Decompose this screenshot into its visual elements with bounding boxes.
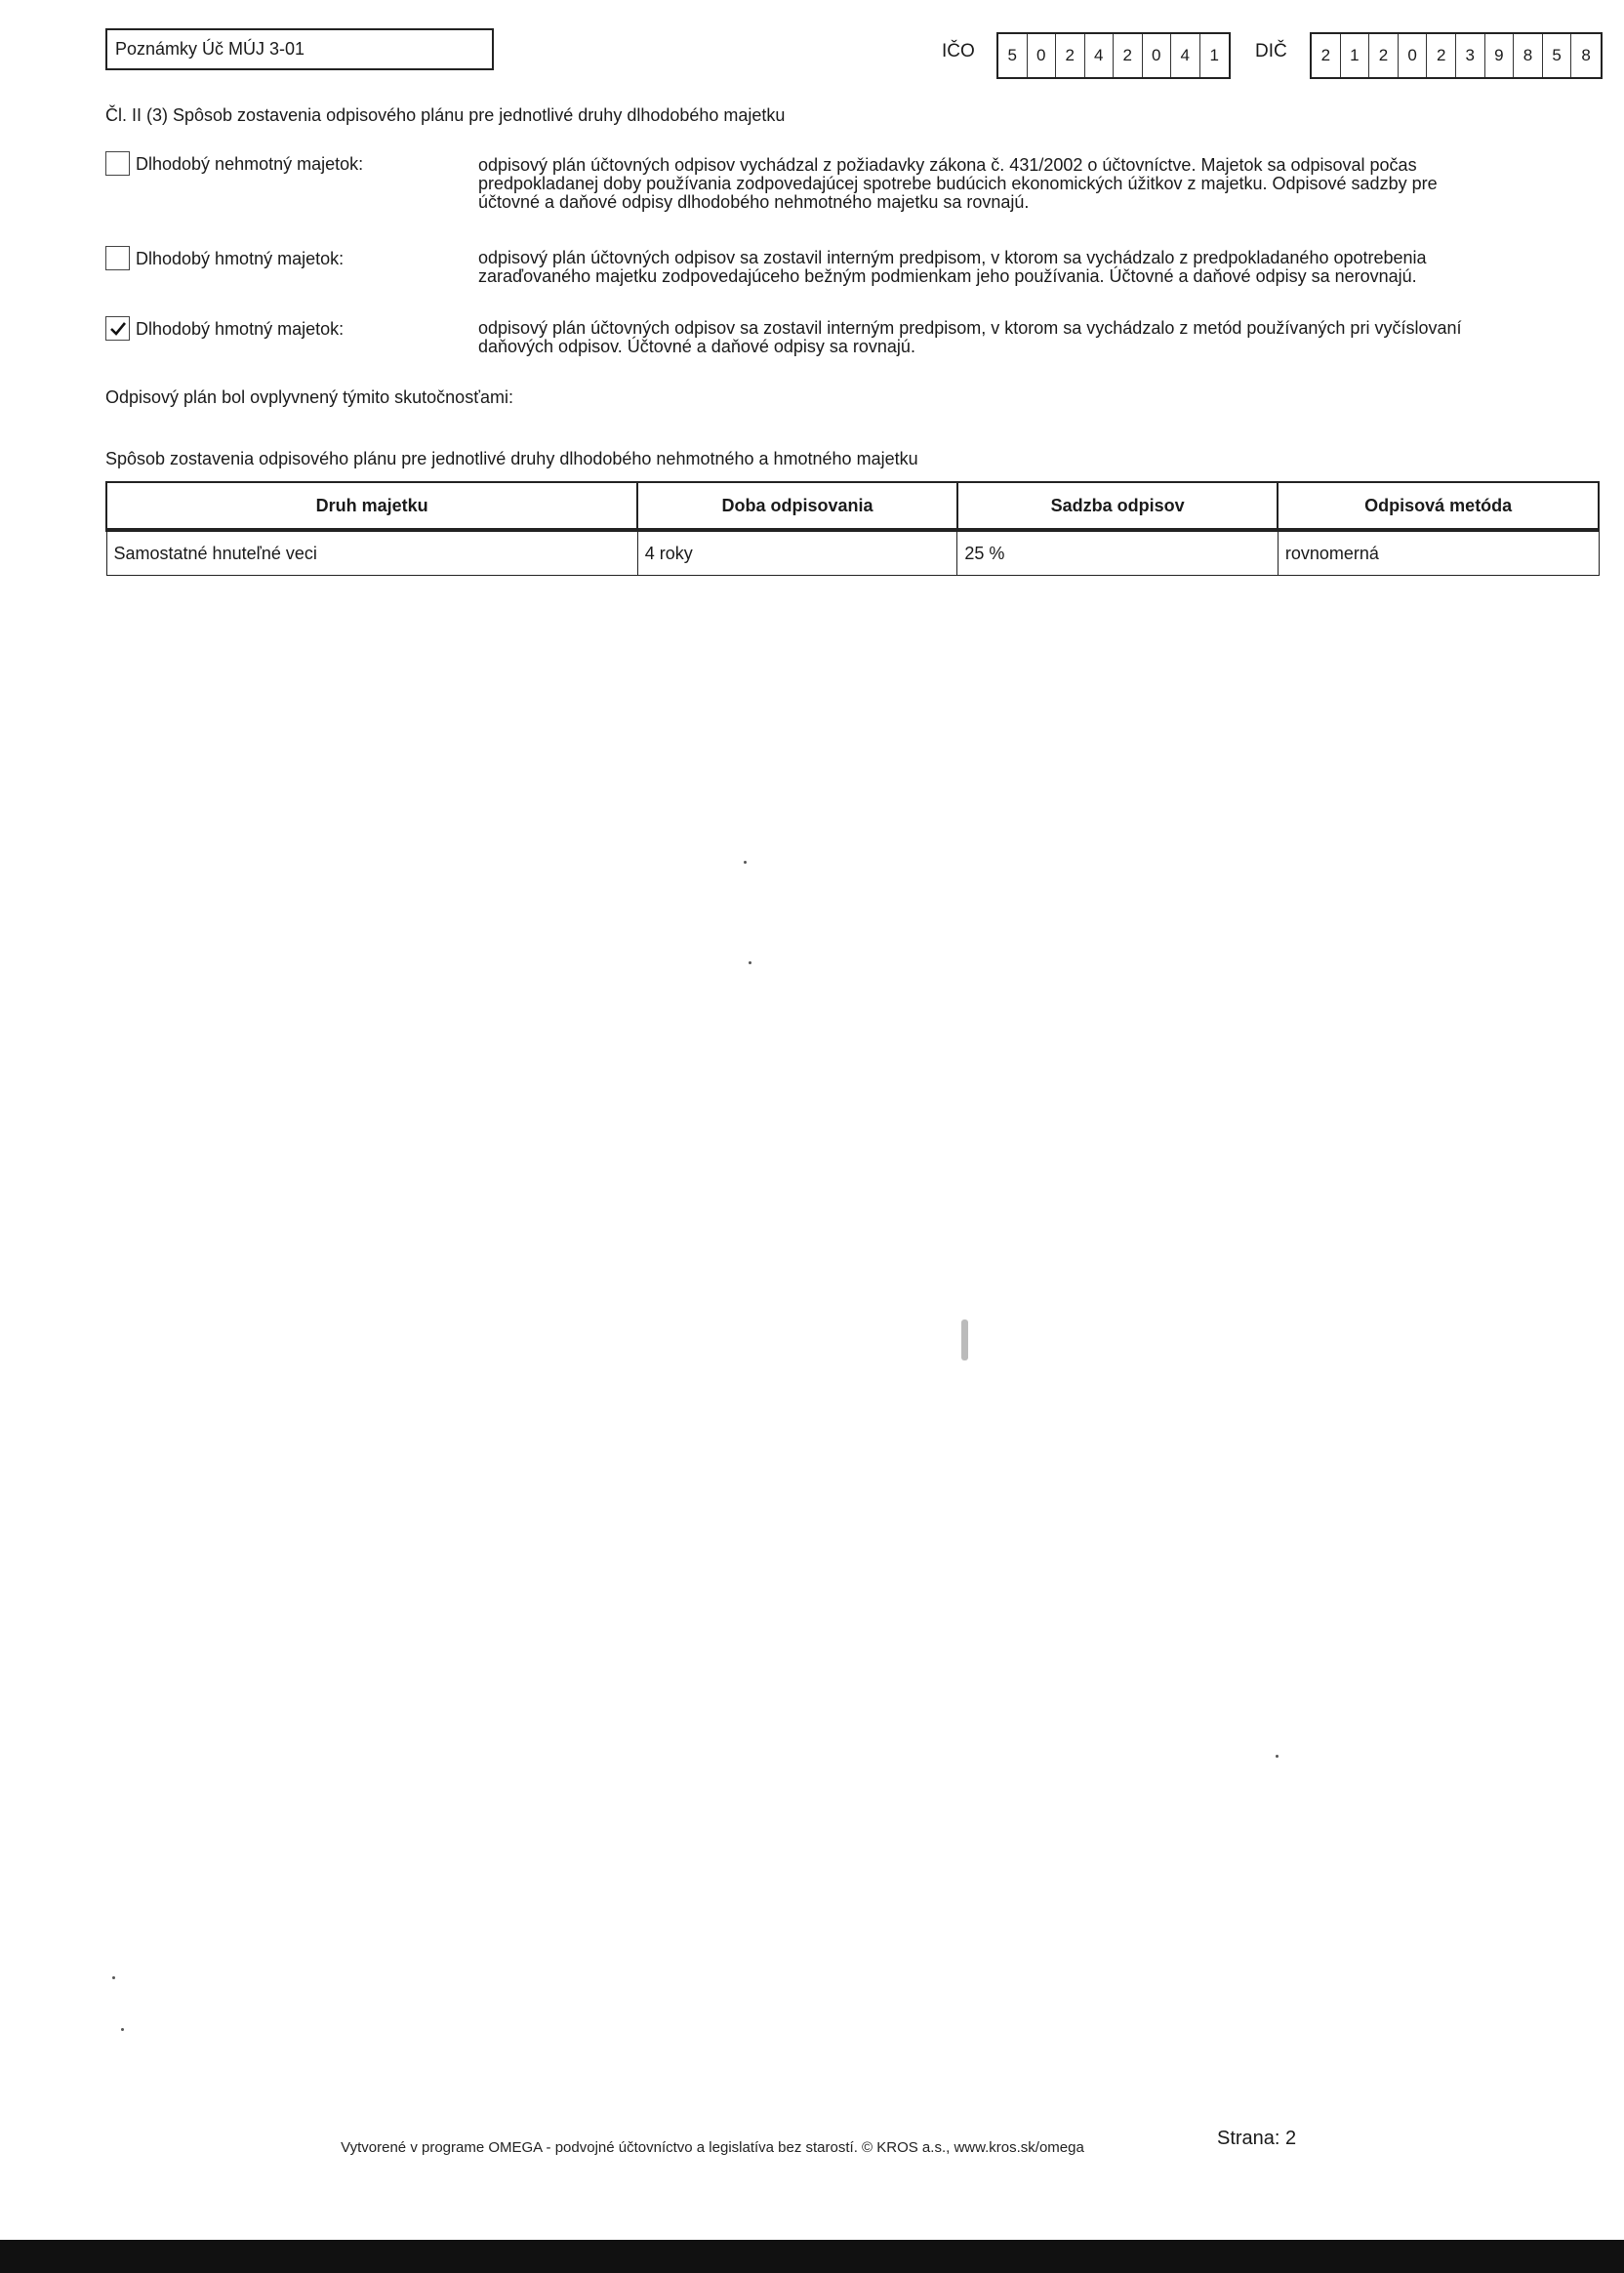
dic-digit: 1 <box>1341 34 1370 77</box>
page-number: Strana: 2 <box>1217 2128 1297 2149</box>
influenced-text: Odpisový plán bol ovplyvnený týmito skutočnosťami: <box>105 387 513 407</box>
form-title: Poznámky Úč MÚJ 3-01 <box>115 39 305 59</box>
scan-speck <box>749 961 751 964</box>
table-cell: rovnomerná <box>1278 530 1599 576</box>
dic-digits <box>1310 32 1603 79</box>
checkbox-tangible-internal[interactable] <box>105 246 130 270</box>
column-header: Druh majetku <box>106 482 637 530</box>
column-header: Doba odpisovania <box>637 482 957 530</box>
option-label-tangible-tax: Dlhodobý hmotný majetok: <box>136 319 345 339</box>
dic-digit: 8 <box>1581 46 1591 64</box>
column-header: Sadzba odpisov <box>957 482 1279 530</box>
dic-digit: 9 <box>1485 34 1515 77</box>
checkbox-tangible-tax[interactable] <box>105 316 130 341</box>
option-desc-line: účtovné a daňové odpisy dlhodobého nehmotného majetku sa rovnajú. <box>478 192 1030 212</box>
scan-bottom-edge <box>0 2240 1624 2273</box>
form-title-box <box>105 28 494 70</box>
table-row <box>106 530 1599 576</box>
ico-digit: 5 <box>998 34 1028 77</box>
table-cell: 4 roky <box>637 530 957 576</box>
table-cell: 25 % <box>957 530 1279 576</box>
option-desc-line: odpisový plán účtovných odpisov sa zostavil interným predpisom, v ktorom sa vychádzalo z predpokladaného opotrebenia <box>478 248 1427 267</box>
depreciation-plan-table <box>105 481 1600 576</box>
ico-digit: 0 <box>1143 34 1172 77</box>
dic-digit: 3 <box>1456 34 1485 77</box>
section-heading: Čl. II (3) Spôsob zostavenia odpisového plánu pre jednotlivé druhy dlhodobého majetku <box>105 105 786 125</box>
ico-digit: 2 <box>1114 34 1143 77</box>
option-label-tangible-internal: Dlhodobý hmotný majetok: <box>136 249 345 268</box>
ico-digit: 2 <box>1056 34 1085 77</box>
dic-label: DIČ <box>1255 41 1287 61</box>
option-desc-tangible-internal <box>478 249 1571 286</box>
ico-label: IČO <box>942 41 975 61</box>
option-desc-line: predpokladanej doby používania zodpovedajúcej spotrebe budúcich ekonomických úžitkov z majetku. Odpisové sadzby pre <box>478 174 1438 193</box>
dic-digit: 2 <box>1369 34 1399 77</box>
scan-speck <box>1276 1755 1279 1758</box>
ico-digit: 0 <box>1028 34 1057 77</box>
dic-digit: 2 <box>1312 34 1341 77</box>
scan-speck <box>121 2028 124 2031</box>
table-caption: Spôsob zostavenia odpisového plánu pre jednotlivé druhy dlhodobého nehmotného a hmotného majetku <box>105 449 918 468</box>
option-desc-intangible <box>478 156 1571 212</box>
footer-text: Vytvorené v programe OMEGA - podvojné účtovníctvo a legislatíva bez starostí. © KROS a.s., www.kros.sk/omega <box>341 2139 1084 2156</box>
dic-digit: 2 <box>1427 34 1456 77</box>
checkmark-icon <box>109 321 127 337</box>
option-desc-line: daňových odpisov. Účtovné a daňové odpisy sa rovnajú. <box>478 337 915 356</box>
option-desc-line: odpisový plán účtovných odpisov sa zostavil interným predpisom, v ktorom sa vychádzalo z metód používaných pri vyčíslovaní <box>478 318 1462 338</box>
table-header-row <box>106 482 1599 530</box>
scan-speck <box>744 861 747 864</box>
table-cell: Samostatné hnuteľné veci <box>106 530 637 576</box>
checkbox-intangible[interactable] <box>105 151 130 176</box>
ico-digit: 4 <box>1171 34 1200 77</box>
option-desc-line: odpisový plán účtovných odpisov vychádzal z požiadavky zákona č. 431/2002 o účtovníctve. Majetok sa odpisoval počas <box>478 155 1417 175</box>
column-header: Odpisová metóda <box>1278 482 1599 530</box>
option-desc-line: zaraďovaného majetku zodpovedajúceho bežným podmienkam jeho používania. Účtovné a daňové odpisy sa nerovnajú. <box>478 266 1417 286</box>
ico-digits <box>996 32 1231 79</box>
ico-digit: 1 <box>1209 46 1219 64</box>
option-label-intangible: Dlhodobý nehmotný majetok: <box>136 154 364 174</box>
ico-digit: 4 <box>1085 34 1115 77</box>
dic-digit: 5 <box>1543 34 1572 77</box>
scan-smudge <box>961 1319 968 1360</box>
scan-speck <box>112 1976 115 1979</box>
option-desc-tangible-tax <box>478 319 1571 356</box>
dic-digit: 8 <box>1514 34 1543 77</box>
dic-digit: 0 <box>1399 34 1428 77</box>
